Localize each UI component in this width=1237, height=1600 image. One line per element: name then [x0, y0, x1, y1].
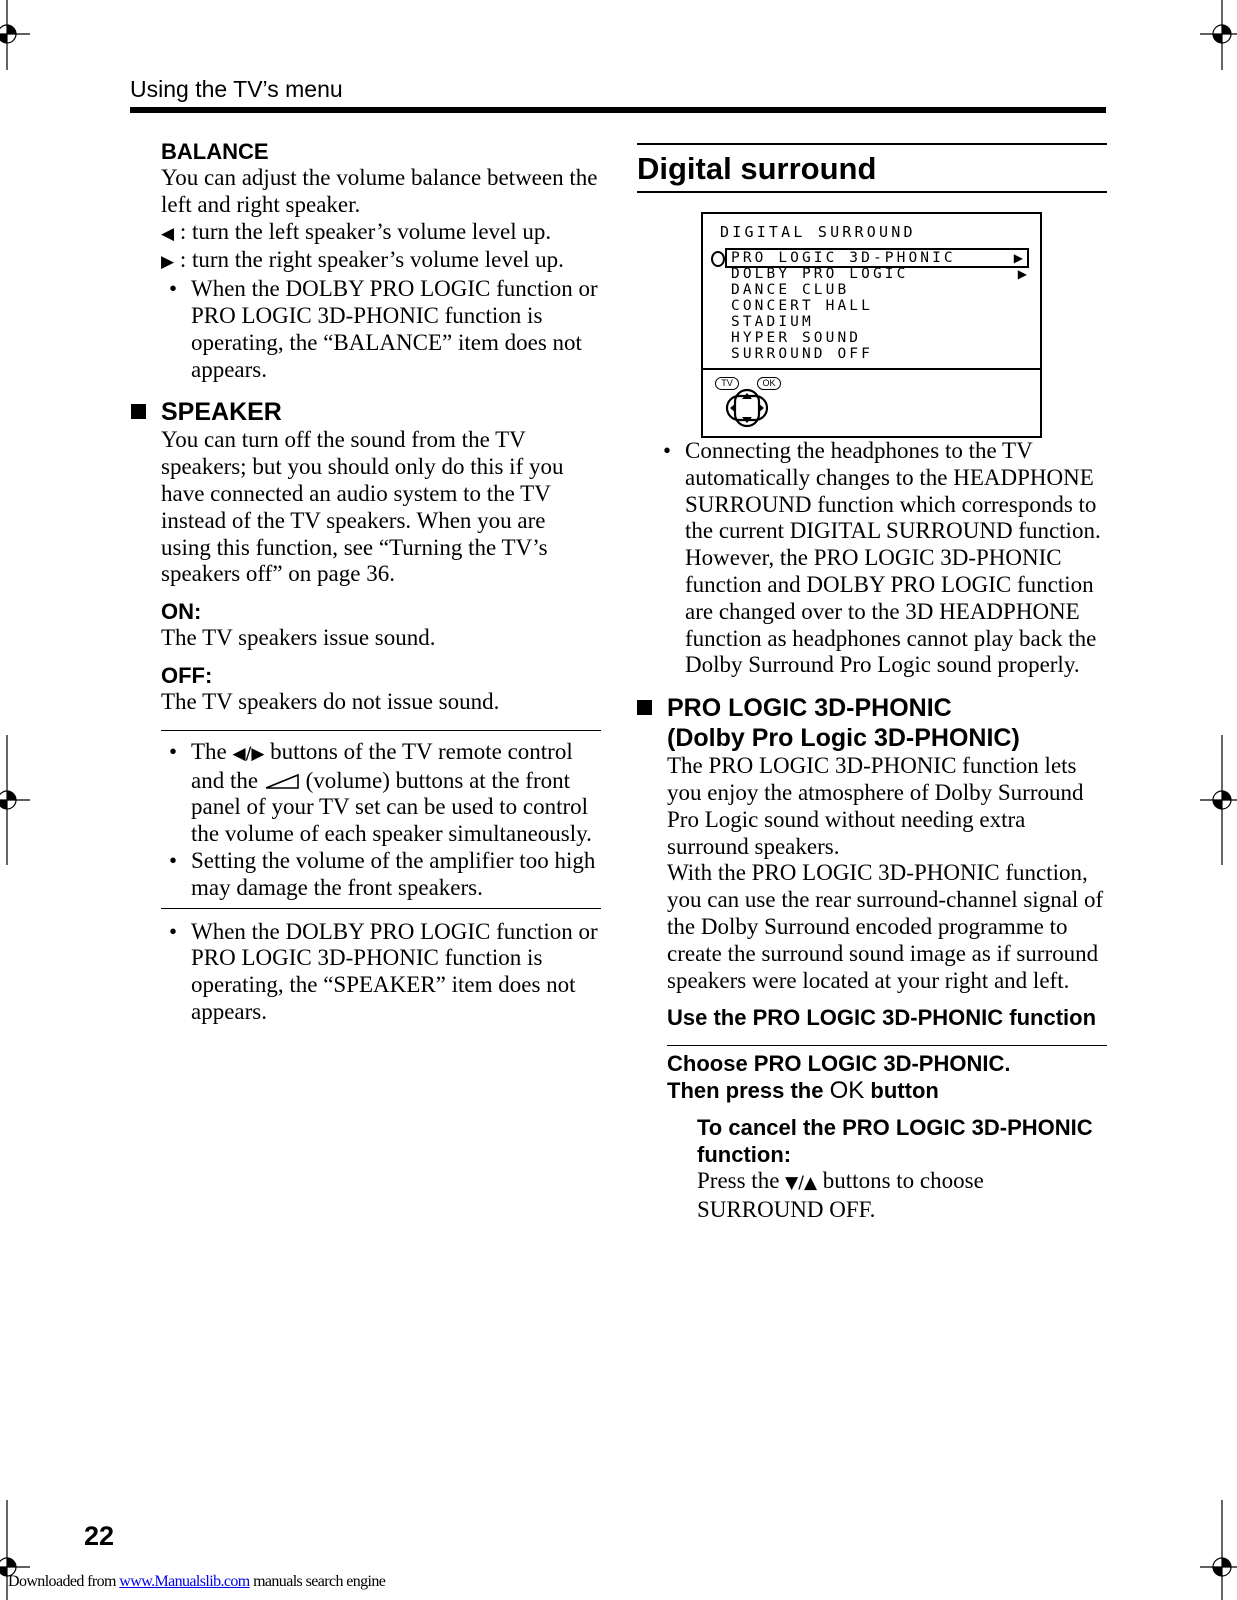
balance-note: • When the DOLBY PRO LOGIC function or PRO LOGIC 3D-PHONIC function is operating, the “BALANCE” item does not appears. [161, 276, 601, 383]
menu-list [731, 250, 1031, 362]
speaker-text: You can turn off the sound from the TV speakers; but you should only do this if you have connected an audio system to the TV instead of the TV speakers. When you are using this function, see “Turning the TV’s speakers off” on page 36. [161, 427, 564, 587]
down-up-arrows-icon: ▼/▲ [785, 1173, 818, 1194]
menu-item-pro-logic-3d-phonic[interactable]: PRO LOGIC 3D-PHONIC ▶ [727, 250, 1027, 266]
left-column [161, 138, 601, 1026]
square-bullet-icon [131, 404, 146, 419]
menu-item-dance-club[interactable]: DANCE CLUB [731, 282, 850, 298]
step-instruction: Choose PRO LOGIC 3D-PHONIC. Then press the OK button [667, 1045, 1107, 1104]
note-item: • Setting the volume of the amplifier too high may damage the front speakers. [161, 848, 601, 902]
menu-item-concert-hall[interactable]: CONCERT HALL [731, 298, 873, 314]
right-arrow-icon: ▶ [1017, 267, 1027, 281]
headphone-note: • Connecting the headphones to the TV automatically changes to the HEADPHONE SURROUND function which corresponds to the current DIGITAL SURROUND function. However, the PRO LOGIC 3D-PHONIC function and DOLBY PRO LOGIC function are changed over to the 3D HEADPHONE function as headphones cannot play back the Dolby Surround Pro Logic sound properly. [637, 438, 1107, 679]
menu-item-dolby-pro-logic[interactable]: DOLBY PRO LOGIC ▶ [731, 266, 1027, 282]
page-number: 22 [84, 1521, 115, 1551]
use-heading: Use the PRO LOGIC 3D-PHONIC function [667, 1005, 1097, 1031]
on-label: ON: [161, 599, 202, 625]
note-item: • The ◀/▶ buttons of the TV remote control and the (volume) buttons at the front panel of your TV set can be used to control the volume of each speaker simultaneously. [161, 739, 601, 848]
menu-item-stadium[interactable]: STADIUM [731, 314, 814, 330]
cursor-icon [711, 251, 725, 267]
square-bullet-icon [637, 700, 652, 715]
balance-right-line: ▶ : turn the right speaker’s volume level up. [161, 247, 564, 273]
pro-logic-heading: PRO LOGIC 3D-PHONIC (Dolby Pro Logic 3D-PHONIC) [637, 693, 1107, 753]
balance-text: You can adjust the volume balance between the left and right speaker. [161, 165, 598, 217]
pro-logic-para1: The PRO LOGIC 3D-PHONIC function lets you enjoy the atmosphere of Dolby Surround Pro Logic sound without needing extra surround speakers. [667, 753, 1084, 859]
tv-key: TV [715, 377, 739, 390]
menu-title: DIGITAL SURROUND [720, 223, 916, 241]
balance-heading: BALANCE [161, 139, 269, 164]
left-arrow-icon: ◀ [161, 223, 175, 244]
running-header: Using the TV’s menu [130, 76, 343, 102]
right-column [637, 143, 1107, 1224]
pro-logic-para2: With the PRO LOGIC 3D-PHONIC function, you can use the rear surround-channel signal of the Dolby Surround encoded programme to create the surround sound image as if surround speakers were located at your right and left. [667, 860, 1104, 993]
off-text: The TV speakers do not issue sound. [161, 688, 500, 714]
section-title: Digital surround [637, 151, 877, 186]
speaker-note: • When the DOLBY PRO LOGIC function or PRO LOGIC 3D-PHONIC function is operating, the “SPEAKER” item does not appears. [161, 919, 601, 1026]
right-arrow-icon: ▶ [161, 252, 175, 273]
menu-divider [703, 368, 1040, 370]
menu-item-hyper-sound[interactable]: HYPER SOUND [731, 330, 862, 346]
ok-button-label: OK [829, 1077, 865, 1105]
right-arrow-icon: ▶ [1013, 251, 1023, 265]
menu-item-surround-off[interactable]: SURROUND OFF [731, 346, 873, 362]
section-rule-bottom [637, 191, 1107, 193]
volume-icon [264, 773, 300, 789]
on-text: The TV speakers issue sound. [161, 625, 436, 651]
dpad-icon [723, 386, 771, 432]
manualslib-link[interactable]: www.Manualslib.com [119, 1573, 250, 1590]
header-rule [130, 107, 1106, 113]
left-right-arrows-icon: ◀/▶ [232, 743, 265, 764]
speaker-heading: SPEAKER [161, 397, 601, 427]
balance-left-line: ◀ : turn the left speaker’s volume level up. [161, 218, 552, 244]
download-footer: Downloaded from www.Manualslib.com manuals search engine [8, 1573, 386, 1590]
notes-box [161, 730, 601, 909]
ok-key: OK [757, 377, 781, 390]
cancel-heading: To cancel the PRO LOGIC 3D-PHONIC function: [697, 1115, 1093, 1168]
digital-surround-menu [701, 212, 1042, 438]
cancel-text: Press the ▼/▲ buttons to choose SURROUND OFF. [697, 1168, 984, 1223]
off-label: OFF: [161, 662, 213, 688]
